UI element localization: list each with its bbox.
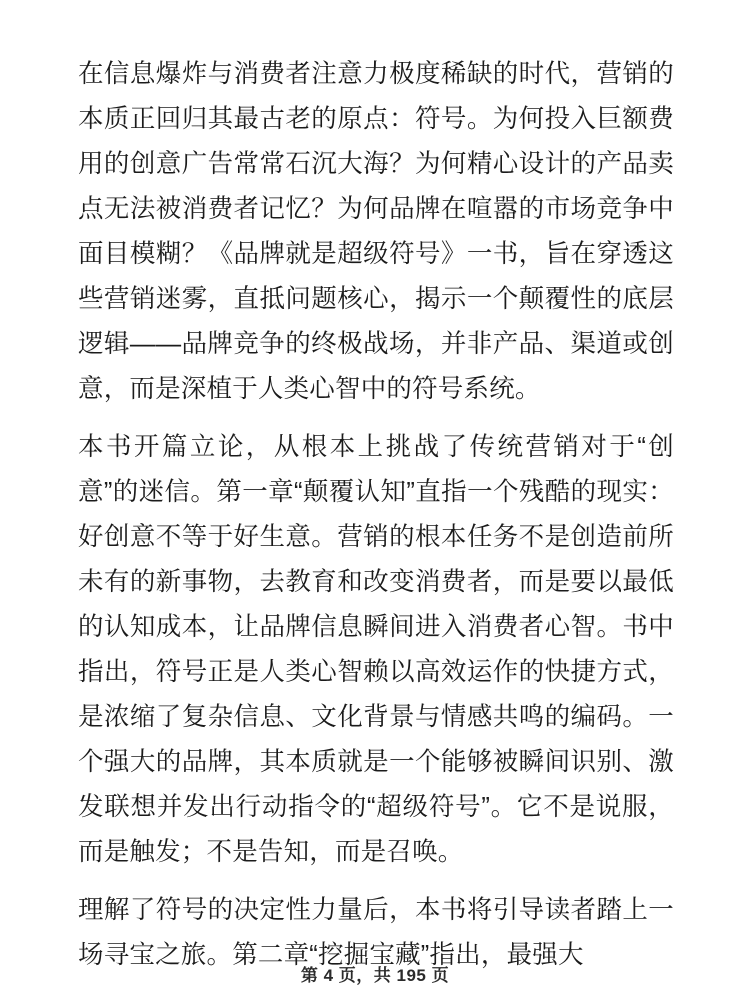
paragraph-1: 在信息爆炸与消费者注意力极度稀缺的时代，营销的本质正回归其最古老的原点：符号。为何投入巨额费用的创意广告常常石沉大海？为何精心设计的产品卖点无法被消费者记忆？为何品牌在喧嚣的市场竞争中面目模糊？《品牌就是超级符号》一书，旨在穿透这些营销迷雾，直抵问题核心，揭示一个颠覆性的底层逻辑——品牌竞争的终极战场，并非产品、渠道或创意，而是深植于人类心智中的符号系统。 [78, 60, 674, 403]
page-footer: 第 4 页，共 195 页 [300, 966, 450, 985]
page-body [78, 52, 674, 978]
paragraph-3: 理解了符号的决定性力量后，本书将引导读者踏上一场寻宝之旅。第二章“挖掘宝藏”指出，最强大 [78, 896, 674, 969]
paragraph-2: 本书开篇立论，从根本上挑战了传统营销对于“创意”的迷信。第一章“颠覆认知”直指一个残酷的现实：好创意不等于好生意。营销的根本任务不是创造前所未有的新事物，去教育和改变消费者，而是要以最低的认知成本，让品牌信息瞬间进入消费者心智。书中指出，符号正是人类心智赖以高效运作的快捷方式，是浓缩了复杂信息、文化背景与情感共鸣的编码。一个强大的品牌，其本质就是一个能够被瞬间识别、激发联想并发出行动指令的“超级符号”。它不是说服，而是触发；不是告知，而是召唤。 [78, 433, 674, 866]
